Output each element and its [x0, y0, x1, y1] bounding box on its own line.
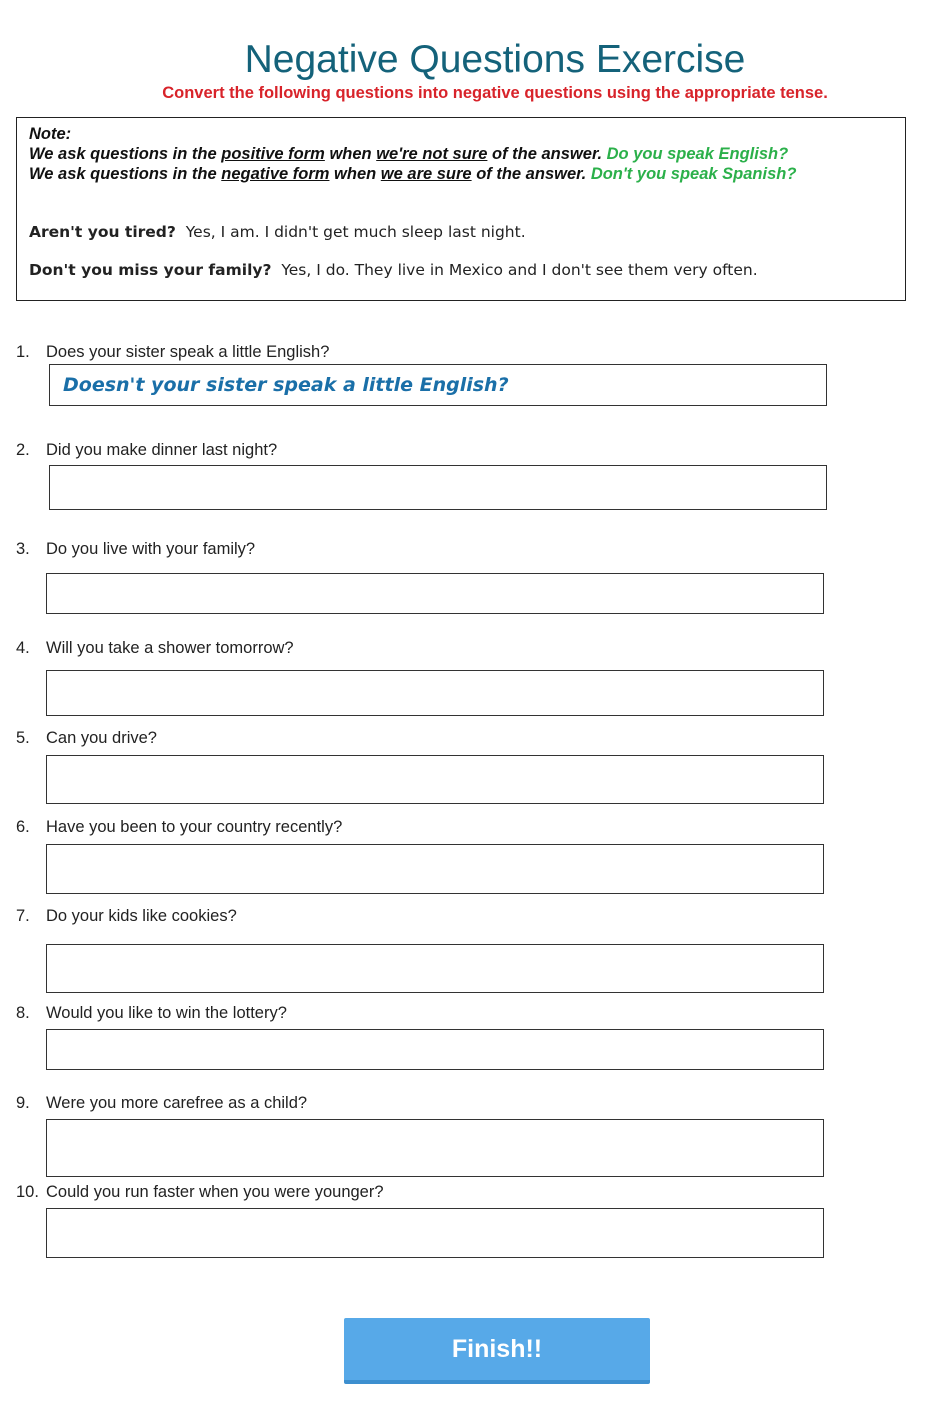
note-underline: we are sure	[380, 165, 472, 183]
question-text: Could you run faster when you were younger?	[46, 1183, 384, 1201]
question-text: Have you been to your country recently?	[46, 818, 343, 836]
question-2	[16, 441, 277, 460]
question-text: Do you live with your family?	[46, 540, 256, 558]
question-10	[16, 1183, 384, 1202]
answer-input-8[interactable]	[46, 1029, 824, 1070]
note-text: We ask questions in the	[29, 145, 222, 163]
question-5	[16, 729, 157, 748]
example-answer: Yes, I do. They live in Mexico and I don't see them very often.	[281, 261, 758, 279]
note-underline: negative form	[221, 165, 330, 183]
answer-input-10[interactable]	[46, 1208, 824, 1258]
note-text: of the answer.	[471, 165, 591, 183]
question-4	[16, 639, 294, 658]
question-number: 8.	[16, 1004, 30, 1022]
question-number: 4.	[16, 639, 30, 657]
question-number: 6.	[16, 818, 30, 836]
question-text: Would you like to win the lottery?	[46, 1004, 287, 1022]
example-sentence	[29, 261, 758, 279]
note-text: when	[329, 165, 381, 183]
answer-input-5[interactable]	[46, 755, 824, 804]
question-number: 10.	[16, 1183, 39, 1201]
question-number: 3.	[16, 540, 30, 558]
note-line-positive	[29, 145, 788, 164]
question-text: Do your kids like cookies?	[46, 907, 237, 925]
answer-input-2[interactable]	[49, 465, 827, 510]
question-text: Will you take a shower tomorrow?	[46, 639, 294, 657]
note-text: when	[324, 145, 377, 163]
answer-input-1[interactable]: Doesn't your sister speak a little English?	[49, 364, 827, 406]
example-question: Aren't you tired?	[29, 223, 176, 241]
answer-input-7[interactable]	[46, 944, 824, 993]
question-7	[16, 907, 237, 926]
question-text: Were you more carefree as a child?	[46, 1094, 308, 1112]
answer-input-4[interactable]	[46, 670, 824, 716]
question-9	[16, 1094, 307, 1113]
question-6	[16, 818, 342, 837]
question-number: 2.	[16, 441, 30, 459]
question-number: 1.	[16, 343, 30, 361]
note-example-negative: Don't you speak Spanish?	[590, 165, 797, 183]
page-title: Negative Questions Exercise	[244, 38, 746, 81]
question-text: Did you make dinner last night?	[46, 441, 278, 459]
question-text: Does your sister speak a little English?	[46, 343, 330, 361]
question-number: 9.	[16, 1094, 30, 1112]
question-text: Can you drive?	[46, 729, 157, 747]
note-text: We ask questions in the	[29, 165, 222, 183]
question-number: 5.	[16, 729, 30, 747]
note-text: of the answer.	[487, 145, 607, 163]
answer-input-9[interactable]	[46, 1119, 824, 1177]
question-8	[16, 1004, 287, 1023]
question-1	[16, 343, 329, 362]
example-answer: Yes, I am. I didn't get much sleep last night.	[185, 223, 526, 241]
question-3	[16, 540, 255, 559]
note-example-positive: Do you speak English?	[606, 145, 789, 163]
finish-button[interactable]: Finish!!	[344, 1318, 650, 1384]
page-subtitle: Convert the following questions into negative questions using the appropriate tense.	[162, 84, 828, 102]
note-label: Note:	[29, 125, 72, 143]
answer-input-3[interactable]	[46, 573, 824, 614]
question-number: 7.	[16, 907, 30, 925]
note-underline: we're not sure	[376, 145, 488, 163]
example-question: Don't you miss your family?	[29, 261, 272, 279]
note-box	[16, 117, 906, 301]
example-sentence	[29, 223, 526, 241]
answer-input-6[interactable]	[46, 844, 824, 894]
note-underline: positive form	[221, 145, 325, 163]
note-line-negative	[29, 165, 796, 184]
